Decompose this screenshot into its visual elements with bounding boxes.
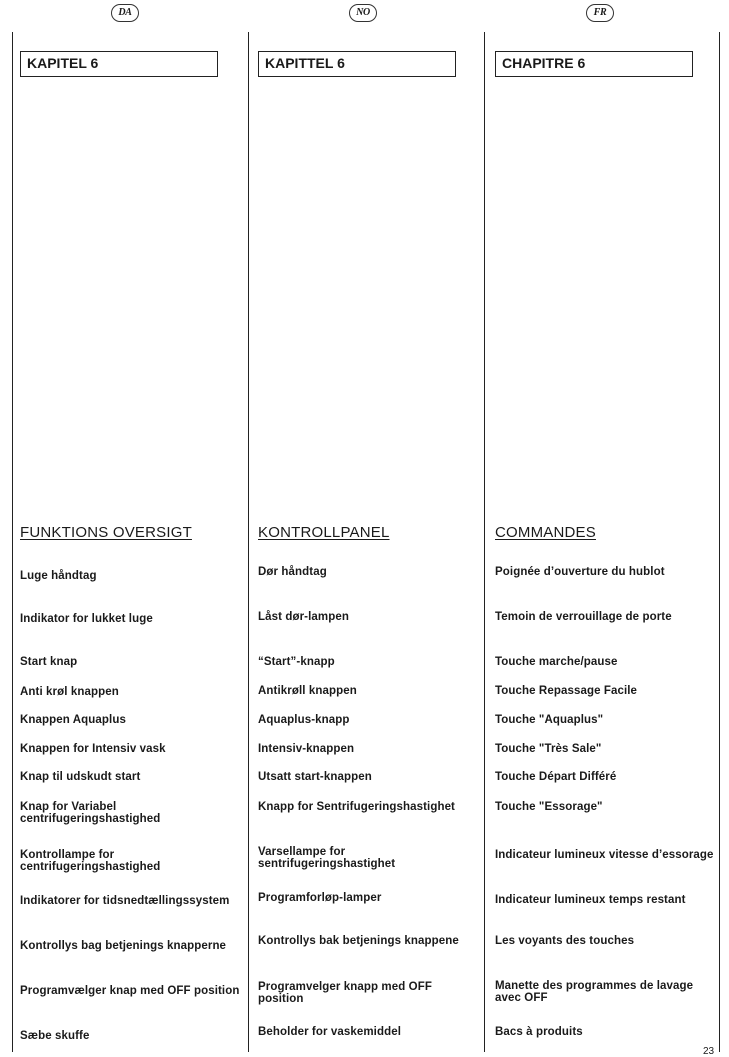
- list-item: Bacs à produits: [495, 1026, 583, 1038]
- section-heading-no: KONTROLLPANEL: [258, 524, 390, 541]
- list-item: Utsatt start-knappen: [258, 771, 372, 783]
- list-item: Varsellampe for sentrifugeringshastighet: [258, 846, 396, 870]
- list-item: Programforløp-lamper: [258, 892, 382, 904]
- column-rule-right: [719, 32, 720, 1052]
- list-item: Temoin de verrouillage de porte: [495, 611, 672, 623]
- list-item: Les voyants des touches: [495, 935, 635, 947]
- chapter-box-da: KAPITEL 6: [20, 51, 218, 77]
- section-heading-da: FUNKTIONS OVERSIGT: [20, 524, 192, 541]
- list-item: Indikatorer for tidsnedtællingssystem: [20, 895, 230, 907]
- chapter-box-fr: CHAPITRE 6: [495, 51, 693, 77]
- list-item: Touche marche/pause: [495, 656, 618, 668]
- section-heading-fr: COMMANDES: [495, 524, 596, 541]
- list-item: Låst dør-lampen: [258, 611, 349, 623]
- column-rule-2: [484, 32, 485, 1052]
- list-item: Luge håndtag: [20, 570, 97, 582]
- list-item: Knappen Aquaplus: [20, 714, 126, 726]
- chapter-box-no: KAPITTEL 6: [258, 51, 456, 77]
- list-item: Programvelger knapp med OFF position: [258, 981, 432, 1005]
- list-item: Knapp for Sentrifugeringshastighet: [258, 801, 455, 813]
- list-item: Programvælger knap med OFF position: [20, 985, 240, 997]
- column-norwegian: [258, 0, 468, 1057]
- list-item: Dør håndtag: [258, 566, 327, 578]
- list-item: Touche Départ Différé: [495, 771, 617, 783]
- list-item: Indicateur lumineux vitesse d’essorage: [495, 849, 714, 861]
- list-item: Knap for Variabel centrifugeringshastighed: [20, 801, 161, 825]
- list-item: Indikator for lukket luge: [20, 613, 153, 625]
- list-item: Antikrøll knappen: [258, 685, 357, 697]
- list-item: Intensiv-knappen: [258, 743, 355, 755]
- list-item: Manette des programmes de lavage avec OFF: [495, 980, 694, 1004]
- list-item: Knappen for Intensiv vask: [20, 743, 166, 755]
- list-item: Start knap: [20, 656, 78, 668]
- list-item: Beholder for vaskemiddel: [258, 1026, 401, 1038]
- list-item: Indicateur lumineux temps restant: [495, 894, 686, 906]
- column-danish: [20, 0, 240, 1057]
- list-item: Poignée d’ouverture du hublot: [495, 566, 665, 578]
- column-rule-left: [12, 32, 13, 1052]
- list-item: Touche "Essorage": [495, 801, 603, 813]
- list-item: Kontrollampe for centrifugeringshastighed: [20, 849, 161, 873]
- language-badge-da: DA: [20, 2, 230, 22]
- list-item: Kontrollys bak betjenings knappene: [258, 935, 459, 947]
- language-badge-no: NO: [258, 2, 468, 22]
- list-item: “Start”-knapp: [258, 656, 335, 668]
- list-item: Kontrollys bag betjenings knapperne: [20, 940, 227, 952]
- list-item: Touche "Aquaplus": [495, 714, 604, 726]
- list-item: Touche "Très Sale": [495, 743, 602, 755]
- language-badge-fr: FR: [495, 2, 705, 22]
- page-number: 23: [703, 1046, 715, 1057]
- list-item: Touche Repassage Facile: [495, 685, 638, 697]
- list-item: Anti krøl knappen: [20, 686, 119, 698]
- list-item: Sæbe skuffe: [20, 1030, 90, 1042]
- list-item: Aquaplus-knapp: [258, 714, 350, 726]
- column-rule-1: [248, 32, 249, 1052]
- list-item: Knap til udskudt start: [20, 771, 141, 783]
